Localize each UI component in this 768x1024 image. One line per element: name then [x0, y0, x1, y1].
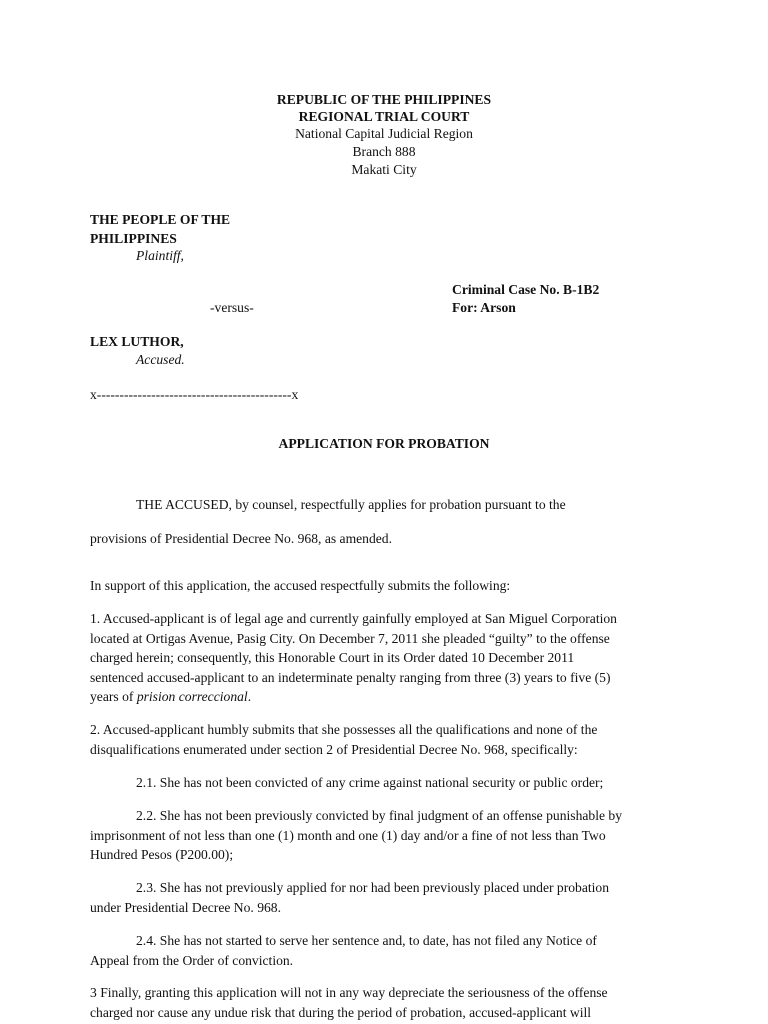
p3-line2: charged nor cause any undue risk that during the period of probation, accused-applicant will: [90, 1004, 592, 1020]
p1-latin-term: prision correccional: [136, 689, 248, 704]
p1-line3: charged herein; consequently, this Honorable Court in its Order dated 10 December 2011: [90, 650, 575, 665]
intro-line1: THE ACCUSED, by counsel, respectfully applies for probation pursuant to the: [136, 497, 566, 512]
subitem-2-2: [90, 807, 680, 864]
paragraph-2: [90, 721, 680, 759]
accused-role: Accused.: [136, 352, 185, 367]
p1-line5-end: .: [247, 689, 252, 704]
support-statement: In support of this application, the accused respectfully submits the following:: [90, 578, 511, 593]
p1-line5-start: years of: [90, 689, 137, 704]
s24-line2: Appeal from the Order of conviction.: [90, 952, 294, 968]
document-title: APPLICATION FOR PROBATION: [278, 436, 490, 451]
p1-line1: 1. Accused-applicant is of legal age and currently gainfully employed at San Miguel Corporation: [90, 611, 617, 626]
paragraph-3: [90, 984, 680, 1022]
s24-line1: 2.4. She has not started to serve her sentence and, to date, has not filed any Notice of: [136, 933, 597, 948]
p2-line2: disqualifications enumerated under section 2 of Presidential Decree No. 968, specifically:: [90, 741, 578, 757]
paragraph-1: [90, 610, 680, 706]
accused-name: LEX LUTHOR,: [90, 334, 184, 349]
case-number: Criminal Case No. B-1B2: [452, 282, 600, 297]
plaintiff-name-line2: PHILIPPINES: [90, 231, 177, 246]
header-city: Makati City: [351, 162, 417, 177]
p1-line2: located at Ortigas Avenue, Pasig City. On December 7, 2011 she pleaded “guilty” to the offense: [90, 630, 610, 646]
plaintiff-name-line1: THE PEOPLE OF THE: [90, 212, 231, 227]
caption-separator: x-------------------------------------------x: [90, 387, 299, 402]
versus-label: -versus-: [210, 300, 254, 315]
subitem-2-3: [90, 879, 680, 917]
header-branch: Branch 888: [352, 144, 416, 159]
s23-line2: under Presidential Decree No. 968.: [90, 899, 282, 915]
p2-line1: 2. Accused-applicant humbly submits that she possesses all the qualifications and none of the: [90, 722, 598, 737]
s22-line2: imprisonment of not less than one (1) month and one (1) day and/or a fine of not less than Two: [90, 827, 606, 843]
subitem-2-4: [90, 932, 680, 970]
s22-line1: 2.2. She has not been previously convicted by final judgment of an offense punishable by: [136, 808, 622, 823]
p3-line1: 3 Finally, granting this application will not in any way depreciate the seriousness of the offense: [90, 985, 608, 1000]
header-court: REGIONAL TRIAL COURT: [298, 109, 470, 124]
offense-label: For: Arson: [452, 300, 516, 315]
p1-line5: [90, 688, 680, 706]
header-republic: REPUBLIC OF THE PHILIPPINES: [276, 92, 492, 107]
intro-line2: provisions of Presidential Decree No. 968, as amended.: [90, 531, 393, 546]
p1-line4: sentenced accused-applicant to an indeterminate penalty ranging from three (3) years to five (5): [90, 669, 611, 685]
subitem-2-1: 2.1. She has not been convicted of any crime against national security or public order;: [136, 775, 604, 790]
s22-line3: Hundred Pesos (P200.00);: [90, 847, 234, 862]
plaintiff-role: Plaintiff,: [136, 248, 184, 263]
s23-line1: 2.3. She has not previously applied for nor had been previously placed under probation: [136, 880, 610, 895]
header-region: National Capital Judicial Region: [295, 126, 473, 141]
